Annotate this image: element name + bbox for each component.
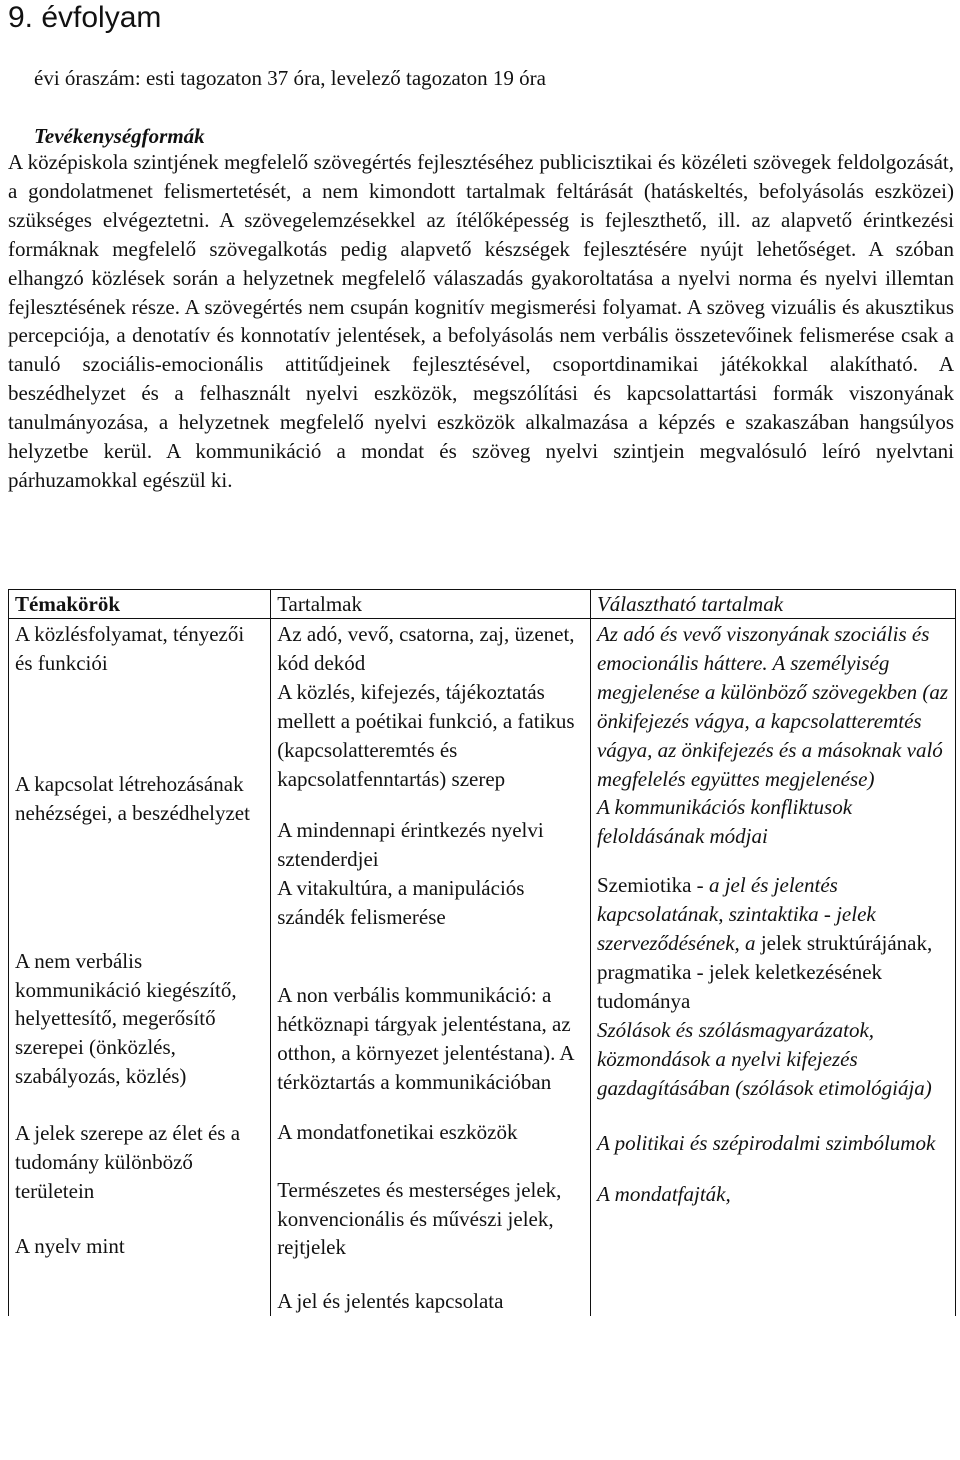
activities-sentence-4: A szövegértés nem csupán kognitív megismerési folyamat. xyxy=(184,294,683,319)
column-header-topics: Témakörök xyxy=(9,590,271,619)
optional-item: A mondatfajták, xyxy=(596,1182,731,1207)
topics-cell xyxy=(9,619,271,1317)
activities-sentence-1: A középiskola szintjének megfelelő szövegértés fejlesztéséhez publicisztikai és közéleti szövegek feldolgozását, a gondolatmenet felismertetését, a nem kimondott tartalmak feltárását (hatáskeltés, befolyásolás eszközei) szükséges elvégeztetni. xyxy=(8,150,954,232)
topic-item: A nyelv mint xyxy=(15,1233,125,1258)
optional-cell xyxy=(590,619,955,1317)
activities-heading: Tevékenységformák xyxy=(34,124,205,148)
activities-sentence-2: A szövegelemzésekkel az ítélőképesség is fejleszthető, ill. az alapvető érintkezési formáknak megfelelő szövegalkotás pedig alapvető készségek fejlesztésére nyújt lehetőséget. xyxy=(8,207,955,261)
topic-item: A jelek szerepe az élet és a tudomány különböző területein xyxy=(15,1121,241,1203)
activities-paragraph xyxy=(8,148,954,495)
optional-item-semiotics xyxy=(597,871,949,1016)
content-item: A mindennapi érintkezés nyelvi sztenderdjei xyxy=(277,818,544,872)
optional-item: Az adó és vevő viszonyának szociális és emocionális háttere. A személyiség megjelenése a különböző szövegekben (az önkifejezés vágya, a kapcsolatteremtés vágya, az önkifejezés és a másoknak való megfelelés együttes megjelenése) xyxy=(596,622,949,791)
topic-item: A közlésfolyamat, tényezői és funkciói xyxy=(15,622,245,675)
column-header-optional: Választható tartalmak xyxy=(590,590,955,619)
table-header-row xyxy=(9,590,956,619)
optional-item: Szólások és szólásmagyarázatok, közmondások a nyelvi kifejezés gazdagításában (szólások etimológiája) xyxy=(596,1017,932,1100)
content-item: A non verbális kommunikáció: a hétköznapi tárgyak jelentéstana, az otthon, a környezet jelentéstana). A térköztartás a kommunikációban xyxy=(277,983,574,1094)
optional-item: A politikai és szépirodalmi szimbólumok xyxy=(596,1130,936,1155)
contents-cell xyxy=(271,619,591,1317)
curriculum-table xyxy=(8,589,956,1316)
optional-item: A kommunikációs konfliktusok feloldásának módjai xyxy=(596,795,853,849)
optional-item-text: Szemiotika - xyxy=(596,873,709,898)
annual-hours-text: évi óraszám: esti tagozaton 37 óra, levelező tagozaton 19 óra xyxy=(34,66,546,90)
content-item: A mondatfonetikai eszközök xyxy=(277,1119,518,1144)
content-item: Az adó, vevő, csatorna, zaj, üzenet, kód dekód xyxy=(277,622,575,675)
content-item: A jel és jelentés kapcsolata xyxy=(277,1289,504,1314)
content-item: Természetes és mesterséges jelek, konvencionális és művészi jelek, rejtjelek xyxy=(277,1177,562,1260)
topic-item: A nem verbális kommunikáció kiegészítő, helyettesítő, megerősítő szerepei (önközlés, szabályozás, közlés) xyxy=(15,948,237,1089)
table-row xyxy=(9,619,956,1317)
optional-item-text: jelek struktúrájának, pragmatika - jelek keletkezésének tudománya xyxy=(596,931,933,1013)
page-title: 9. évfolyam xyxy=(8,1,162,34)
column-header-contents: Tartalmak xyxy=(271,590,591,619)
content-item: A közlés, kifejezés, tájékoztatás mellett a poétikai funkció, a fatikus (kapcsolatteremtés és kapcsolatfenntartás) szerep xyxy=(277,679,575,791)
activities-sentence-3: A szóban elhangzó közlések során a helyzetnek megfelelő válaszadás gyakoroltatása a nyelvi norma és nyelvi illemtan fejlesztésének része. xyxy=(8,236,954,319)
activities-sentence-5: A szöveg vizuális és akusztikus percepciója, a denotatív és konnotatív jelentések, a befolyásolás nem verbális összetevőinek felismerése csak a tanuló szociális-emocionális attitűdjeinek fejlesztésével, csoportdinamikai játékokkal alakítható. A beszédhelyzet és a felhasznált nyelvi eszközök, megszólítási és kapcsolattartási formák viszonyának tanulmányozása, a helyzetnek megfelelő nyelvi eszközök alkalmazása a képzés e szakaszában hangsúlyos helyzetbe kerül. A kommunikáció a mondat és szöveg nyelvi szintjein megvalósuló leíró nyelvtani párhuzamokkal egészül ki. xyxy=(8,294,954,492)
optional-item-text: a jel és jelentés kapcsolatának, szintaktika - jelek szerveződésének, a xyxy=(596,873,876,956)
content-item: A vitakultúra, a manipulációs szándék felismerése xyxy=(277,876,525,930)
topic-item: A kapcsolat létrehozásának nehézségei, a beszédhelyzet xyxy=(15,771,250,825)
